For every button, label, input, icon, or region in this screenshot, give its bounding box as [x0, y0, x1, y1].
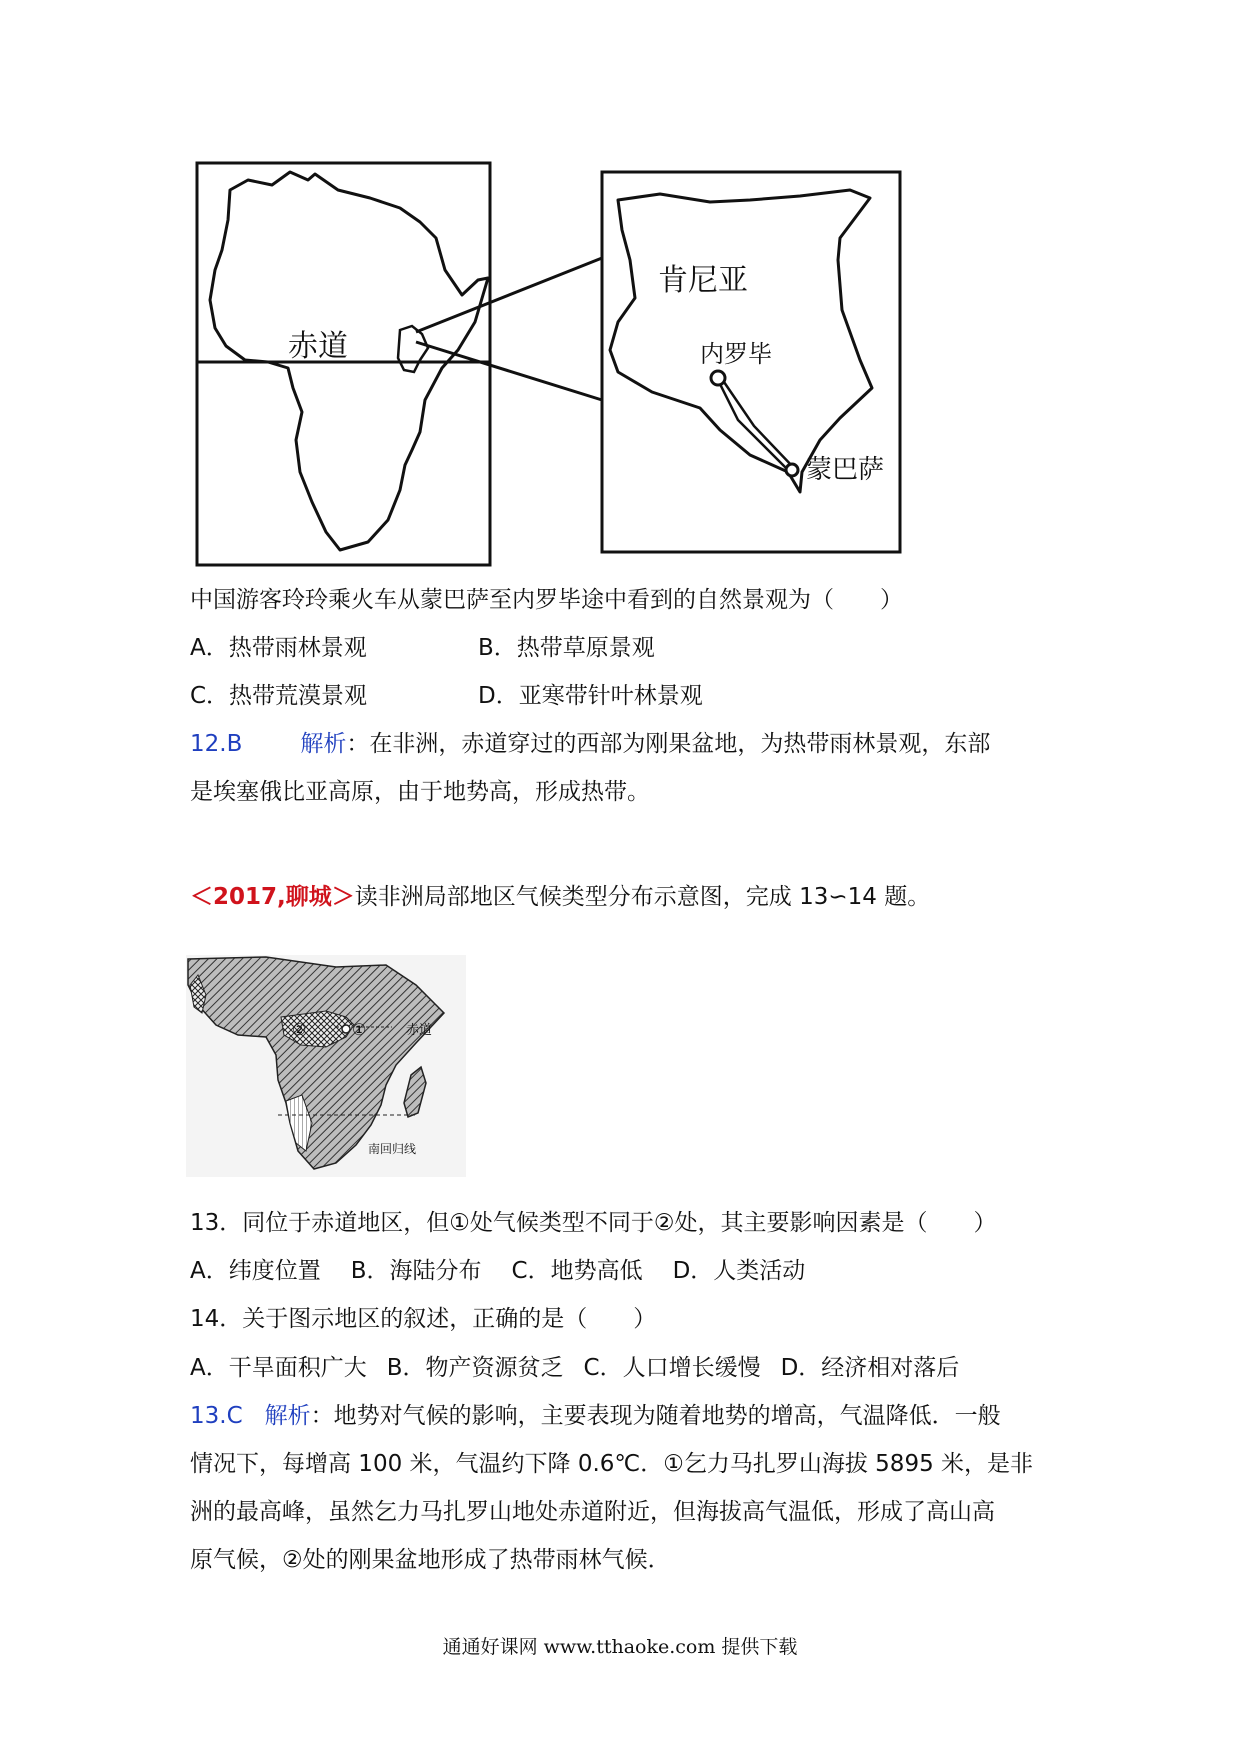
q12-option-c: C．热带荒漠景观 [190, 683, 368, 709]
q13-option-d: D．人类活动 [672, 1258, 806, 1284]
kenya-label: 肯尼亚 [658, 263, 748, 298]
q13-stem: 13．同位于赤道地区，但①处气候类型不同于②处，其主要影响因素是（ ） [190, 1210, 997, 1236]
q13-options [190, 1256, 805, 1286]
equator-label: 赤道 [288, 329, 348, 364]
q13-option-b: B．海陆分布 [350, 1258, 482, 1284]
climate-equator-label: 赤道 [406, 1023, 433, 1038]
marker-2: ② [292, 1020, 307, 1039]
q12-analysis-text1: ：在非洲，赤道穿过的西部为刚果盆地，为热带雨林景观，东部 [346, 731, 991, 757]
a13-line4: 原气候，②处的刚果盆地形成了热带雨林气候． [190, 1547, 671, 1573]
railway-line-inner [724, 382, 794, 468]
mombasa-label: 蒙巴萨 [806, 455, 885, 485]
africa-climate-map [186, 955, 466, 1177]
q12-analysis-line1 [190, 729, 990, 759]
q14-option-b: B．物产资源贫乏 [386, 1355, 564, 1381]
a13-analysis-label: 解析 [264, 1403, 311, 1429]
a13-text1: ：地势对气候的影响，主要表现为随着地势的增高，气温降低．一般 [310, 1403, 1001, 1429]
nairobi-marker [711, 371, 725, 385]
a13-line1 [190, 1401, 1001, 1431]
climate-tropic-label: 南回归线 [368, 1142, 417, 1156]
q14-option-a: A．干旱面积广大 [190, 1355, 367, 1381]
q14-option-c: C．人口增长缓慢 [583, 1355, 761, 1381]
a13-answer: 13.C [190, 1403, 243, 1429]
a13-line3: 洲的最高峰，虽然乞力马扎罗山地处赤道附近，但海拔高气温低，形成了高山高 [190, 1499, 995, 1525]
section-intro [190, 882, 930, 912]
q14-stem: 14．关于图示地区的叙述，正确的是（ ） [190, 1306, 657, 1332]
q13-option-c: C．地势高低 [511, 1258, 643, 1284]
marker-1: ① [352, 1020, 367, 1039]
nairobi-label: 内罗毕 [700, 340, 772, 368]
q12-option-a: A．热带雨林景观 [190, 635, 367, 661]
section-intro-text: 读非洲局部地区气候类型分布示意图，完成 13∽14 题。 [354, 884, 931, 910]
connector-line-bottom [416, 342, 602, 400]
q14-option-d: D．经济相对落后 [780, 1355, 960, 1381]
q12-analysis-line2: 是埃塞俄比亚高原，由于地势高，形成热带。 [190, 779, 650, 805]
africa-kenya-map [190, 150, 1010, 580]
kenya-outline-small [398, 326, 428, 372]
q13-option-a: A．纬度位置 [190, 1258, 321, 1284]
footer-text: 通通好课网 www.tthaoke.com 提供下载 [442, 1636, 798, 1658]
q12-answer: 12.B [190, 731, 243, 757]
q12-option-b: B．热带草原景观 [478, 635, 655, 661]
q12-analysis-label: 解析 [300, 731, 347, 757]
a13-line2: 情况下，每增高 100 米，气温约下降 0.6℃．①乞力马扎罗山海拔 5895 米，是非 [190, 1451, 1034, 1477]
source-tag: ＜2017,聊城＞ [190, 884, 355, 910]
q12-option-d: D．亚寒带针叶林景观 [478, 683, 703, 709]
q12-stem: 中国游客玲玲乘火车从蒙巴萨至内罗毕途中看到的自然景观为（ ） [190, 587, 903, 613]
marker-1-dot [342, 1025, 350, 1033]
q14-options [190, 1353, 959, 1383]
mombasa-marker [786, 464, 798, 476]
